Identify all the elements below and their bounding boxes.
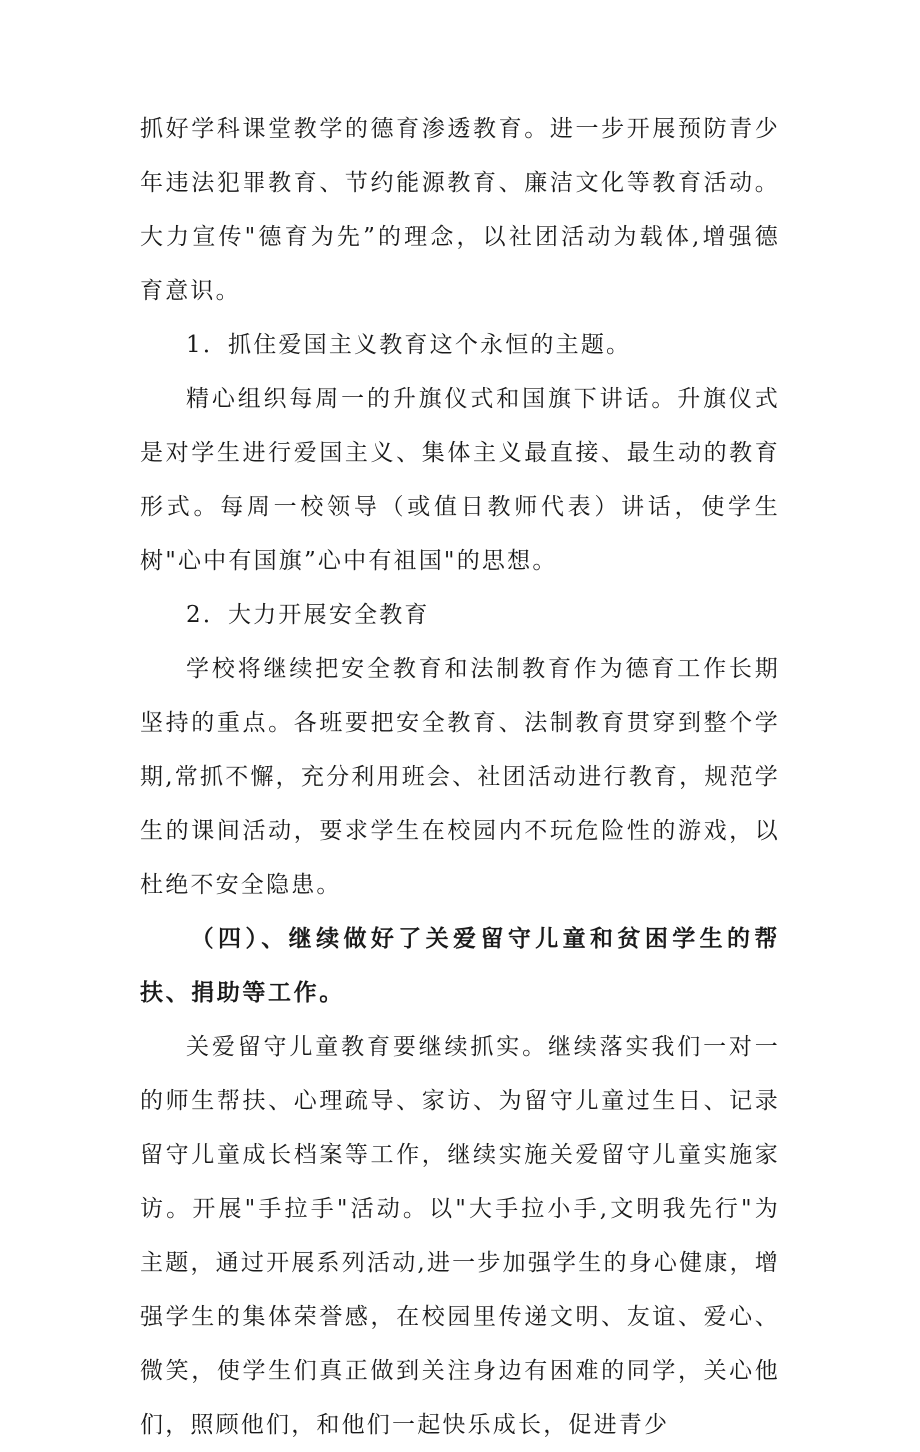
document-body [140,102,780,1452]
subheading-patriotism: 1．抓住爱国主义教育这个永恒的主题。 [186,332,632,358]
paragraph-flag-ceremony: 精心组织每周一的升旗仪式和国旗下讲话。升旗仪式是对学生进行爱国主义、集体主义最直接、最生动的教育形式。每周一校领导（或值日教师代表）讲话，使学生树"心中有国旗”心中有祖国"的思想。 [140,386,780,574]
paragraph-safety-education: 学校将继续把安全教育和法制教育作为德育工作长期坚持的重点。各班要把安全教育、法制教育贯穿到整个学期,常抓不懈，充分利用班会、社团活动进行教育，规范学生的课间活动，要求学生在校园内不玩危险性的游戏，以杜绝不安全隐患。 [140,656,780,898]
subheading-safety: 2．大力开展安全教育 [186,602,430,628]
paragraph-moral-education: 抓好学科课堂教学的德育渗透教育。进一步开展预防青少年违法犯罪教育、节约能源教育、廉洁文化等教育活动。大力宣传"德育为先”的理念，以社团活动为载体,增强德育意识。 [140,116,780,304]
section-heading-left-behind-children: （四）、继续做好了关爱留守儿童和贫困学生的帮扶、捐助等工作。 [140,926,780,1006]
paragraph-left-behind-children: 关爱留守儿童教育要继续抓实。继续落实我们一对一的师生帮扶、心理疏导、家访、为留守儿童过生日、记录留守儿童成长档案等工作，继续实施关爱留守儿童实施家访。开展"手拉手"活动。以"大手拉小手,文明我先行"为主题，通过开展系列活动,进一步加强学生的身心健康，增强学生的集体荣誉感，在校园里传递文明、友谊、爱心、微笑，使学生们真正做到关注身边有困难的同学，关心他们，照顾他们，和他们一起快乐成长，促进青少 [140,1034,780,1438]
